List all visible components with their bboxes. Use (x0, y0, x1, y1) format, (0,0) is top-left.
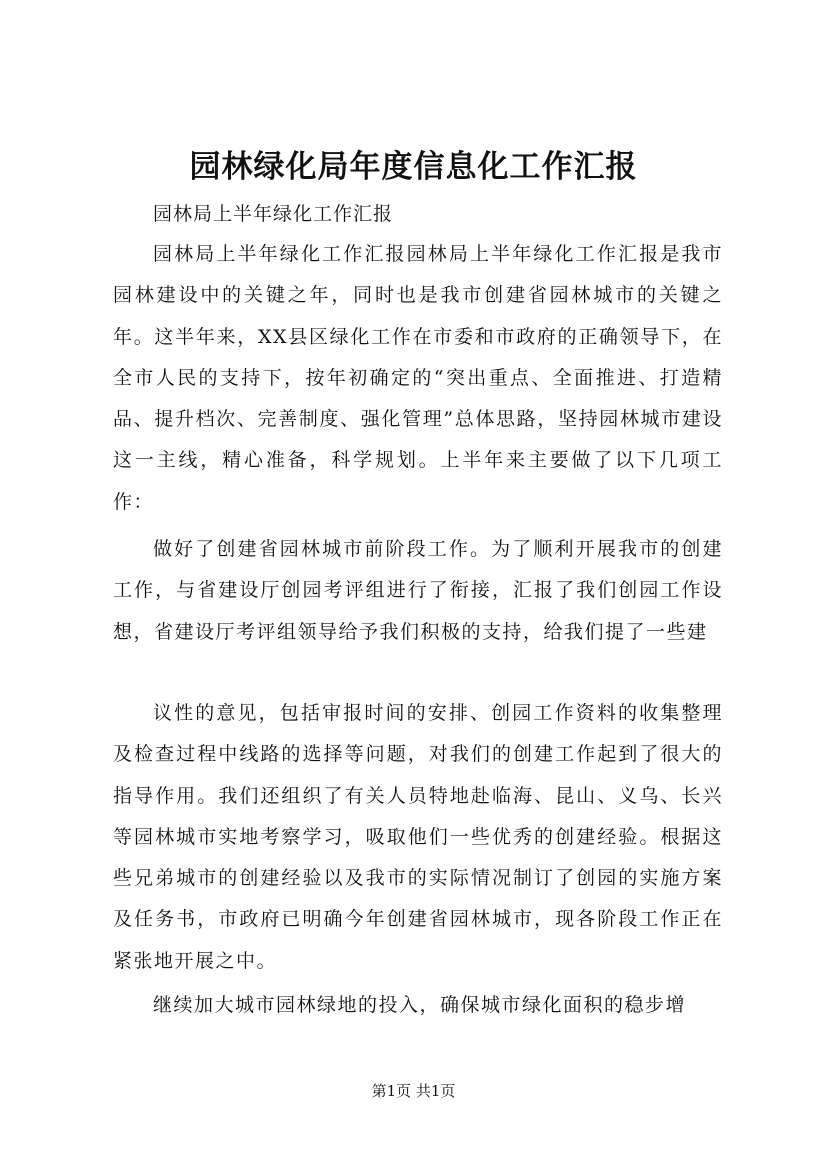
document-subtitle: 园林局上半年绿化工作汇报 (153, 203, 394, 225)
body-paragraph: 议性的意见，包括审报时间的安排、创园工作资料的收集整理及检查过程中线路的选择等问题，对我们的创建工作起到了很大的指导作用。我们还组织了有关人员特地赴临海、昆山、义乌、长兴等园林城市实地考察学习，吸取他们一些优秀的创建经验。根据这些兄弟城市的创建经验以及我市的实际情况制订了创园的实施方案及任务书，市政府已明确今年创建省园林城市，现各阶段工作正在紧张地开展之中。 (113, 702, 723, 972)
body-paragraph: 继续加大城市园林绿地的投入，确保城市绿化面积的稳步增 (153, 994, 687, 1016)
body-paragraph: 园林局上半年绿化工作汇报园林局上半年绿化工作汇报是我市园林建设中的关键之年，同时也是我市创建省园林城市的关键之年。这半年来，XX县区绿化工作在市委和市政府的正确领导下，在全市人民的支持下，按年初确定的“突出重点、全面推进、打造精品、提升档次、完善制度、强化管理”总体思路，坚持园林城市建设这一主线，精心准备，科学规划。上半年来主要做了以下几项工作： (113, 243, 723, 513)
document-title: 园林绿化局年度信息化工作汇报 (189, 149, 638, 185)
page-number-footer: 第1页 共1页 (371, 1082, 456, 1100)
body-paragraph: 做好了创建省园林城市前阶段工作。为了顺利开展我市的创建工作，与省建设厅创园考评组进行了衔接，汇报了我们创园工作设想，省建设厅考评组领导给予我们积极的支持，给我们提了一些建 (113, 538, 723, 643)
